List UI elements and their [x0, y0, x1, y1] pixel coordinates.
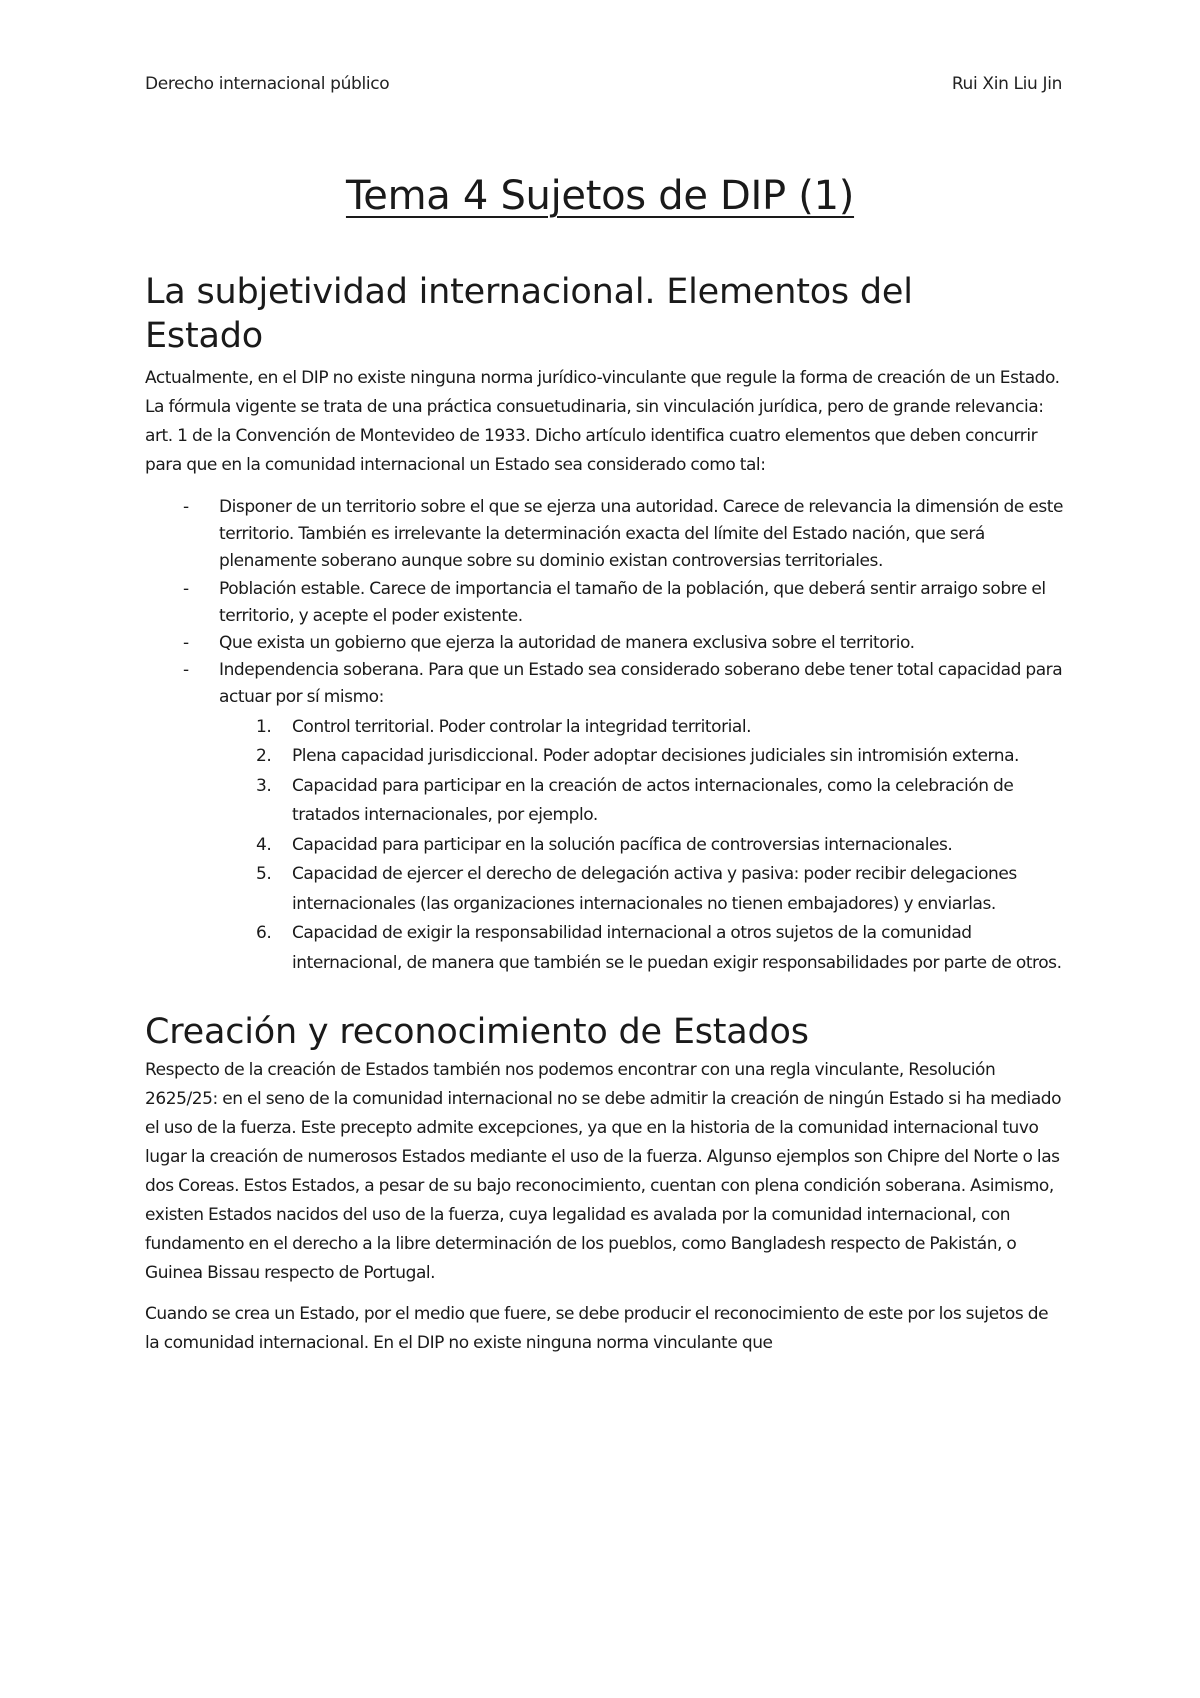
- running-header: [145, 74, 1062, 100]
- sublist-number: 2.: [256, 746, 272, 767]
- header-course-name: Derecho internacional público: [145, 74, 390, 94]
- list-dash-mark: -: [183, 578, 189, 599]
- sublist-number: 3.: [256, 775, 272, 796]
- sublist-item: [219, 919, 1065, 978]
- section-heading-subjetividad: La subjetividad internacional. Elementos del Estado: [145, 272, 913, 356]
- list-item: [145, 494, 1065, 576]
- sublist-number: 6.: [256, 923, 272, 944]
- paragraph-reconocimiento: Cuando se crea un Estado, por el medio que fuere, se debe producir el reconocimiento de este por los sujetos de la comunidad internacional. En el DIP no existe ninguna norma vinculante que: [145, 1304, 1049, 1354]
- sublist-item: [219, 831, 1065, 861]
- list-item: [145, 630, 1065, 657]
- document-title-text: Tema 4 Sujetos de DIP (1): [345, 173, 855, 219]
- list-item: [145, 576, 1065, 630]
- sublist-item-text: Capacidad para participar en la solución pacífica de controversias internacionales.: [292, 834, 953, 855]
- sublist-item: [219, 772, 1065, 831]
- elements-list: [145, 494, 1065, 978]
- document-title: [0, 170, 1200, 222]
- list-item-text: Población estable. Carece de importancia el tamaño de la población, que deberá sentir arraigo sobre el territorio, y acepte el poder existente.: [219, 578, 1046, 626]
- sublist-item: [219, 742, 1065, 772]
- sublist-item-text: Control territorial. Poder controlar la integridad territorial.: [292, 716, 752, 737]
- paragraph-intro: Actualmente, en el DIP no existe ninguna norma jurídico-vinculante que regule la forma de creación de un Estado. La fórmula vigente se trata de una práctica consuetudinaria, sin vinculación jurídica, pero de grande relevancia: art. 1 de la Convención de Montevideo de 1933. Dicho artículo identifica cuatro elementos que deben concurrir para que en la comunidad internacional un Estado sea considerado como tal:: [145, 368, 1060, 475]
- sublist-number: 4.: [256, 834, 272, 855]
- list-dash-mark: -: [183, 633, 189, 654]
- header-author-name: Rui Xin Liu Jin: [951, 74, 1062, 94]
- section-heading-creacion: Creación y reconocimiento de Estados: [145, 1012, 809, 1053]
- sublist-item: [219, 860, 1065, 919]
- list-dash-mark: -: [183, 497, 189, 517]
- list-item-text: Disponer de un territorio sobre el que se ejerza una autoridad. Carece de relevancia la dimensión de este territorio. También es irrelevante la determinación exacta del límite del Estado nación, que será plenamente soberano aunque sobre su dominio existan controversias territoriales.: [219, 497, 1063, 572]
- list-item: [145, 657, 1065, 978]
- sublist-item-text: Capacidad de ejercer el derecho de delegación activa y pasiva: poder recibir delegaciones internacionales (las organizaciones internacionales no tienen embajadores) y enviarlas.: [292, 864, 1017, 914]
- sublist-item-text: Plena capacidad jurisdiccional. Poder adoptar decisiones judiciales sin intromisión externa.: [292, 746, 1020, 767]
- sublist-item-text: Capacidad de exigir la responsabilidad internacional a otros sujetos de la comunidad internacional, de manera que también se le puedan exigir responsabilidades por parte de otros.: [292, 923, 1062, 973]
- paragraph-creacion: Respecto de la creación de Estados también nos podemos encontrar con una regla vinculante, Resolución 2625/25: en el seno de la comunidad internacional no se debe admitir la creación de ningún Estado si ha mediado el uso de la fuerza. Este precepto admite excepciones, ya que en la historia de la comunidad internacional tuvo lugar la creación de numerosos Estados mediante el uso de la fuerza. Algunso ejemplos son Chipre del Norte o las dos Coreas. Estos Estados, a pesar de su bajo reconocimiento, cuentan con plena condición soberana. Asimismo, existen Estados nacidos del uso de la fuerza, cuya legalidad es avalada por la comunidad internacional, con fundamento en el derecho a la libre determinación de los pueblos, como Bangladesh respecto de Pakistán, o Guinea Bissau respecto de Portugal.: [145, 1060, 1062, 1284]
- sublist-item-text: Capacidad para participar en la creación de actos internacionales, como la celebración de tratados internacionales, por ejemplo.: [292, 775, 1014, 826]
- sublist-number: 1.: [256, 716, 272, 737]
- list-item-text: Que exista un gobierno que ejerza la autoridad de manera exclusiva sobre el territorio.: [219, 633, 915, 654]
- document-body: [145, 270, 1065, 1358]
- sublist-number: 5.: [256, 864, 272, 885]
- list-dash-mark: -: [183, 660, 189, 681]
- sublist-item: [219, 713, 1065, 743]
- sovereignty-sublist: [219, 713, 1065, 979]
- list-item-text: Independencia soberana. Para que un Estado sea considerado soberano debe tener total capacidad para actuar por sí mismo:: [219, 660, 1063, 708]
